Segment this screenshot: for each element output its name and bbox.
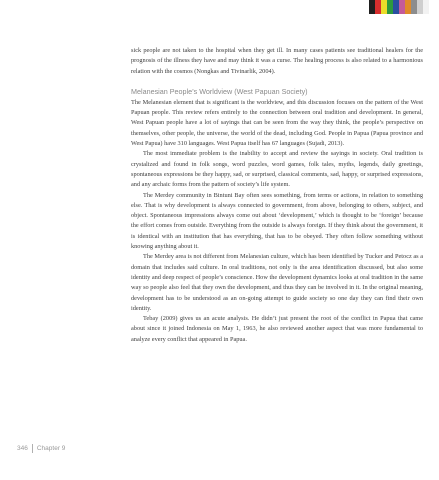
paragraph-2: The Melanesian element that is significant is the worldview, and this discussion focuses on the pattern of the West Papuan people. This review refers entirely to the connection between oral tradition and development. In general, West Papuan people have a lot of sayings that can be seen from the way they think, the people’s perspective on themselves, other people, the universe, the world of the dead, including God. People in Papua (Papua province and West Papua) have 310 languages. West Papua itself has 67 languages (Sujadi, 2013). [131,98,423,148]
paragraph-4: The Merdey community in Bintuni Bay often sees something, from terms or actions, in relation to something else. That is why development is always connected to government, from above, belonging to others, subject, and object. Spontaneous impressions always come out about ‘development,’ which is thought to be ‘foreign’ because the effort comes from outside. Everything from the outside is always foreign. If they think about the government, it is identical with an institution that has everything, that has to be obeyed. They often follow something without knowing anything about it. [131,191,423,251]
chapter-label: Chapter 9 [36,445,66,452]
print-color-bar [369,0,429,14]
page-footer [17,444,65,453]
paragraph-6: Tebay (2009) gives us an acute analysis. He didn’t just present the root of the conflict in Papua that came about since it joined Indonesia on May 1, 1963, he also reviewed another aspect that was more fundamental to analyze every conflict that appeared in Papua. [131,315,423,343]
page-number: 346 [17,445,28,452]
page-body [131,46,423,345]
paragraph-1: sick people are not taken to the hospital when they get ill. In many cases patients see traditional healers for the prognosis of the illness they have and may think it was a curse. The healing process is also related to a harmonious relation with the cosmos (Nongkas and Tivinarlik, 2004). [131,47,423,75]
color-swatch [423,0,429,14]
footer-divider [32,444,33,453]
paragraph-3: The most immediate problem is the inability to accept and review the sayings in society. Oral tradition is crystalized and found in folk songs, word puzzles, word games, folk tales, myths, legends, daily greetings, spontaneous expressions be they happy, sad, or surprised, classical comments, sad, happy, or surprised expressions, and any archaic forms from the pattern of society’s life system. [131,150,423,189]
section-heading: Melanesian People’s Worldview (West Papuan Society) [131,86,308,96]
paragraph-5: The Merdey area is not different from Melanesian culture, which has been identified by Tucker and Petocz as a domain that includes said culture. In oral traditions, not only is the area identification discussed, but also some identity and deep respect of people’s conscience. How the development dynamics looks at oral tradition in the same way so people also feel that they own the development, and thus they can be involved in it. In the original meaning, development has to be understood as an on-going attempt to guide society so one day they can find their own identity. [131,253,423,312]
